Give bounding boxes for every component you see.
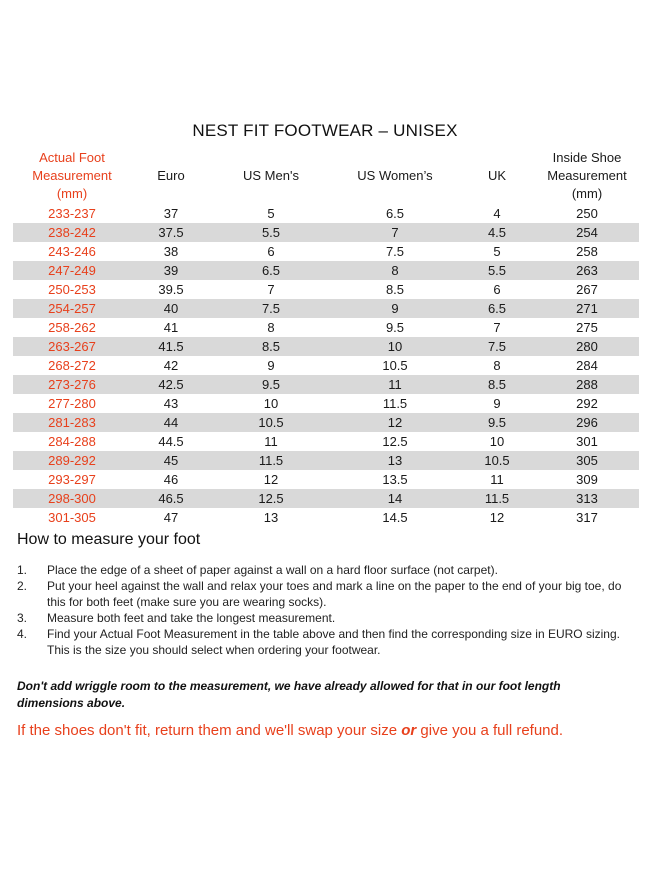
us-men-cell: 7 <box>267 282 275 297</box>
inside-shoe-cell: 317 <box>576 510 598 525</box>
howto-steps <box>17 562 627 658</box>
euro-cell: 39 <box>163 263 179 278</box>
us-men-cell: 5 <box>267 206 275 221</box>
euro-cell: 43 <box>163 396 179 411</box>
uk-cell: 6.5 <box>487 301 507 316</box>
table-row <box>13 489 639 508</box>
header-actual-foot <box>13 147 131 204</box>
inside-shoe-cell: 250 <box>576 206 598 221</box>
uk-cell: 11.5 <box>484 491 510 506</box>
us-women-cell: 8.5 <box>385 282 405 297</box>
uk-cell: 10.5 <box>484 453 510 468</box>
header-actual-line1: Actual Foot <box>39 149 105 165</box>
refund-text-after: give you a full refund. <box>416 722 564 739</box>
us-women-cell: 12.5 <box>382 434 408 449</box>
table-header-row <box>13 147 639 204</box>
table-row <box>13 413 639 432</box>
uk-cell: 4 <box>493 206 501 221</box>
table-row <box>13 261 639 280</box>
us-men-cell: 11 <box>264 434 278 449</box>
refund-text-before: If the shoes don't fit, return them and we'll swap your size <box>17 722 402 739</box>
inside-shoe-cell: 263 <box>576 263 598 278</box>
table-row <box>13 432 639 451</box>
euro-cell: 38 <box>163 244 179 259</box>
step-text: Find your Actual Foot Measurement in the table above and then find the corresponding size in EURO sizing. This is the size you should select when ordering your footwear. <box>47 627 620 657</box>
sizing-note: Don't add wriggle room to the measurement, we have already allowed for that in our foot length dimensions above. <box>17 679 561 710</box>
us-men-cell: 13 <box>263 510 279 525</box>
table-row <box>13 356 639 375</box>
actual-foot-cell: 250-253 <box>48 282 96 297</box>
euro-cell: 44 <box>163 415 179 430</box>
inside-shoe-cell: 301 <box>576 434 598 449</box>
step-number: 1. <box>17 563 28 577</box>
uk-cell: 8 <box>493 358 501 373</box>
actual-foot-cell: 254-257 <box>48 301 96 316</box>
euro-cell: 37 <box>163 206 179 221</box>
inside-shoe-cell: 280 <box>576 339 598 354</box>
euro-cell: 46 <box>163 472 179 487</box>
us-women-cell: 6.5 <box>385 206 405 221</box>
us-women-cell: 12 <box>387 415 403 430</box>
step-number: 2. <box>17 579 28 593</box>
header-euro: Euro <box>157 167 185 183</box>
actual-foot-cell: 258-262 <box>48 320 96 335</box>
euro-cell: 45 <box>163 453 179 468</box>
header-uk: UK <box>487 167 507 183</box>
table-body <box>13 204 639 527</box>
actual-foot-cell: 281-283 <box>48 415 96 430</box>
uk-cell: 10 <box>489 434 505 449</box>
actual-foot-cell: 273-276 <box>48 377 96 392</box>
table-row <box>13 204 639 223</box>
us-women-cell: 11.5 <box>382 396 408 411</box>
us-men-cell: 12.5 <box>258 491 284 506</box>
euro-cell: 37.5 <box>158 225 184 240</box>
us-men-cell: 6.5 <box>261 263 281 278</box>
euro-cell: 46.5 <box>158 491 184 506</box>
howto-heading: How to measure your foot <box>17 531 201 548</box>
uk-cell: 6 <box>493 282 501 297</box>
inside-shoe-cell: 258 <box>576 244 598 259</box>
us-women-cell: 14 <box>387 491 403 506</box>
step-number: 3. <box>17 611 28 625</box>
header-inside-line1: Inside Shoe <box>552 149 622 165</box>
header-us-women: US Women’s <box>357 167 433 183</box>
table-row <box>13 451 639 470</box>
uk-cell: 12 <box>489 510 505 525</box>
step-item <box>17 626 627 658</box>
us-men-cell: 5.5 <box>261 225 281 240</box>
us-women-cell: 8 <box>391 263 399 278</box>
step-text: Put your heel against the wall and relax your toes and mark a line on the paper to the end of your big toe, do this for both feet (make sure you are wearing socks). <box>47 579 622 609</box>
us-men-cell: 7.5 <box>261 301 281 316</box>
actual-foot-cell: 243-246 <box>48 244 96 259</box>
step-number: 4. <box>17 627 28 641</box>
header-actual-line3: (mm) <box>56 185 88 201</box>
inside-shoe-cell: 288 <box>576 377 598 392</box>
uk-cell: 9 <box>493 396 501 411</box>
table-row <box>13 375 639 394</box>
inside-shoe-cell: 254 <box>576 225 598 240</box>
us-women-cell: 10.5 <box>382 358 408 373</box>
inside-shoe-cell: 292 <box>576 396 598 411</box>
uk-cell: 7.5 <box>487 339 507 354</box>
us-men-cell: 10.5 <box>258 415 284 430</box>
inside-shoe-cell: 305 <box>576 453 598 468</box>
actual-foot-cell: 298-300 <box>48 491 96 506</box>
step-item <box>17 578 627 610</box>
euro-cell: 44.5 <box>158 434 184 449</box>
uk-cell: 5 <box>493 244 501 259</box>
actual-foot-cell: 263-267 <box>48 339 96 354</box>
uk-cell: 11 <box>490 472 504 487</box>
step-item <box>17 610 627 626</box>
actual-foot-cell: 233-237 <box>48 206 96 221</box>
header-actual-line2: Measurement <box>32 167 112 183</box>
actual-foot-cell: 289-292 <box>48 453 96 468</box>
actual-foot-cell: 277-280 <box>48 396 96 411</box>
inside-shoe-cell: 309 <box>576 472 598 487</box>
table-row <box>13 337 639 356</box>
refund-statement <box>17 722 563 739</box>
step-item <box>17 562 627 578</box>
inside-shoe-cell: 313 <box>576 491 598 506</box>
us-men-cell: 10 <box>263 396 279 411</box>
table-row <box>13 223 639 242</box>
us-men-cell: 11.5 <box>258 453 284 468</box>
header-inside-shoe <box>535 147 639 204</box>
actual-foot-cell: 293-297 <box>48 472 96 487</box>
actual-foot-cell: 268-272 <box>48 358 96 373</box>
uk-cell: 4.5 <box>487 225 507 240</box>
table-row <box>13 470 639 489</box>
euro-cell: 41.5 <box>158 339 184 354</box>
us-women-cell: 10 <box>387 339 403 354</box>
euro-cell: 42 <box>163 358 179 373</box>
uk-cell: 5.5 <box>487 263 507 278</box>
table-row <box>13 299 639 318</box>
euro-cell: 47 <box>163 510 179 525</box>
us-men-cell: 9 <box>267 358 275 373</box>
us-men-cell: 8 <box>267 320 275 335</box>
us-men-cell: 12 <box>263 472 279 487</box>
us-men-cell: 6 <box>267 244 275 259</box>
us-women-cell: 7.5 <box>385 244 405 259</box>
uk-cell: 8.5 <box>487 377 507 392</box>
table-row <box>13 280 639 299</box>
euro-cell: 42.5 <box>158 377 184 392</box>
us-women-cell: 11 <box>388 377 402 392</box>
actual-foot-cell: 301-305 <box>48 510 96 525</box>
actual-foot-cell: 238-242 <box>48 225 96 240</box>
refund-text-or: or <box>401 722 417 739</box>
table-row <box>13 394 639 413</box>
inside-shoe-cell: 284 <box>576 358 598 373</box>
size-chart-table <box>13 147 639 527</box>
us-women-cell: 13.5 <box>382 472 408 487</box>
us-women-cell: 9 <box>391 301 399 316</box>
us-women-cell: 7 <box>391 225 399 240</box>
euro-cell: 41 <box>163 320 179 335</box>
table-row <box>13 508 639 527</box>
header-us-men: US Men's <box>243 167 299 183</box>
actual-foot-cell: 247-249 <box>48 263 96 278</box>
header-inside-line2: Measurement <box>547 167 627 183</box>
uk-cell: 9.5 <box>487 415 507 430</box>
page-title: NEST FIT FOOTWEAR – UNISEX <box>192 121 458 140</box>
euro-cell: 39.5 <box>158 282 184 297</box>
step-text: Measure both feet and take the longest measurement. <box>47 611 336 625</box>
step-text: Place the edge of a sheet of paper against a wall on a hard floor surface (not carpet). <box>47 563 498 577</box>
table-row <box>13 242 639 261</box>
inside-shoe-cell: 296 <box>576 415 598 430</box>
us-women-cell: 14.5 <box>382 510 408 525</box>
inside-shoe-cell: 271 <box>576 301 598 316</box>
header-inside-line3: (mm) <box>571 185 603 201</box>
table-row <box>13 318 639 337</box>
us-men-cell: 9.5 <box>261 377 281 392</box>
us-men-cell: 8.5 <box>261 339 281 354</box>
uk-cell: 7 <box>493 320 501 335</box>
euro-cell: 40 <box>163 301 179 316</box>
inside-shoe-cell: 275 <box>576 320 598 335</box>
us-women-cell: 13 <box>387 453 403 468</box>
us-women-cell: 9.5 <box>385 320 405 335</box>
actual-foot-cell: 284-288 <box>48 434 96 449</box>
inside-shoe-cell: 267 <box>576 282 598 297</box>
